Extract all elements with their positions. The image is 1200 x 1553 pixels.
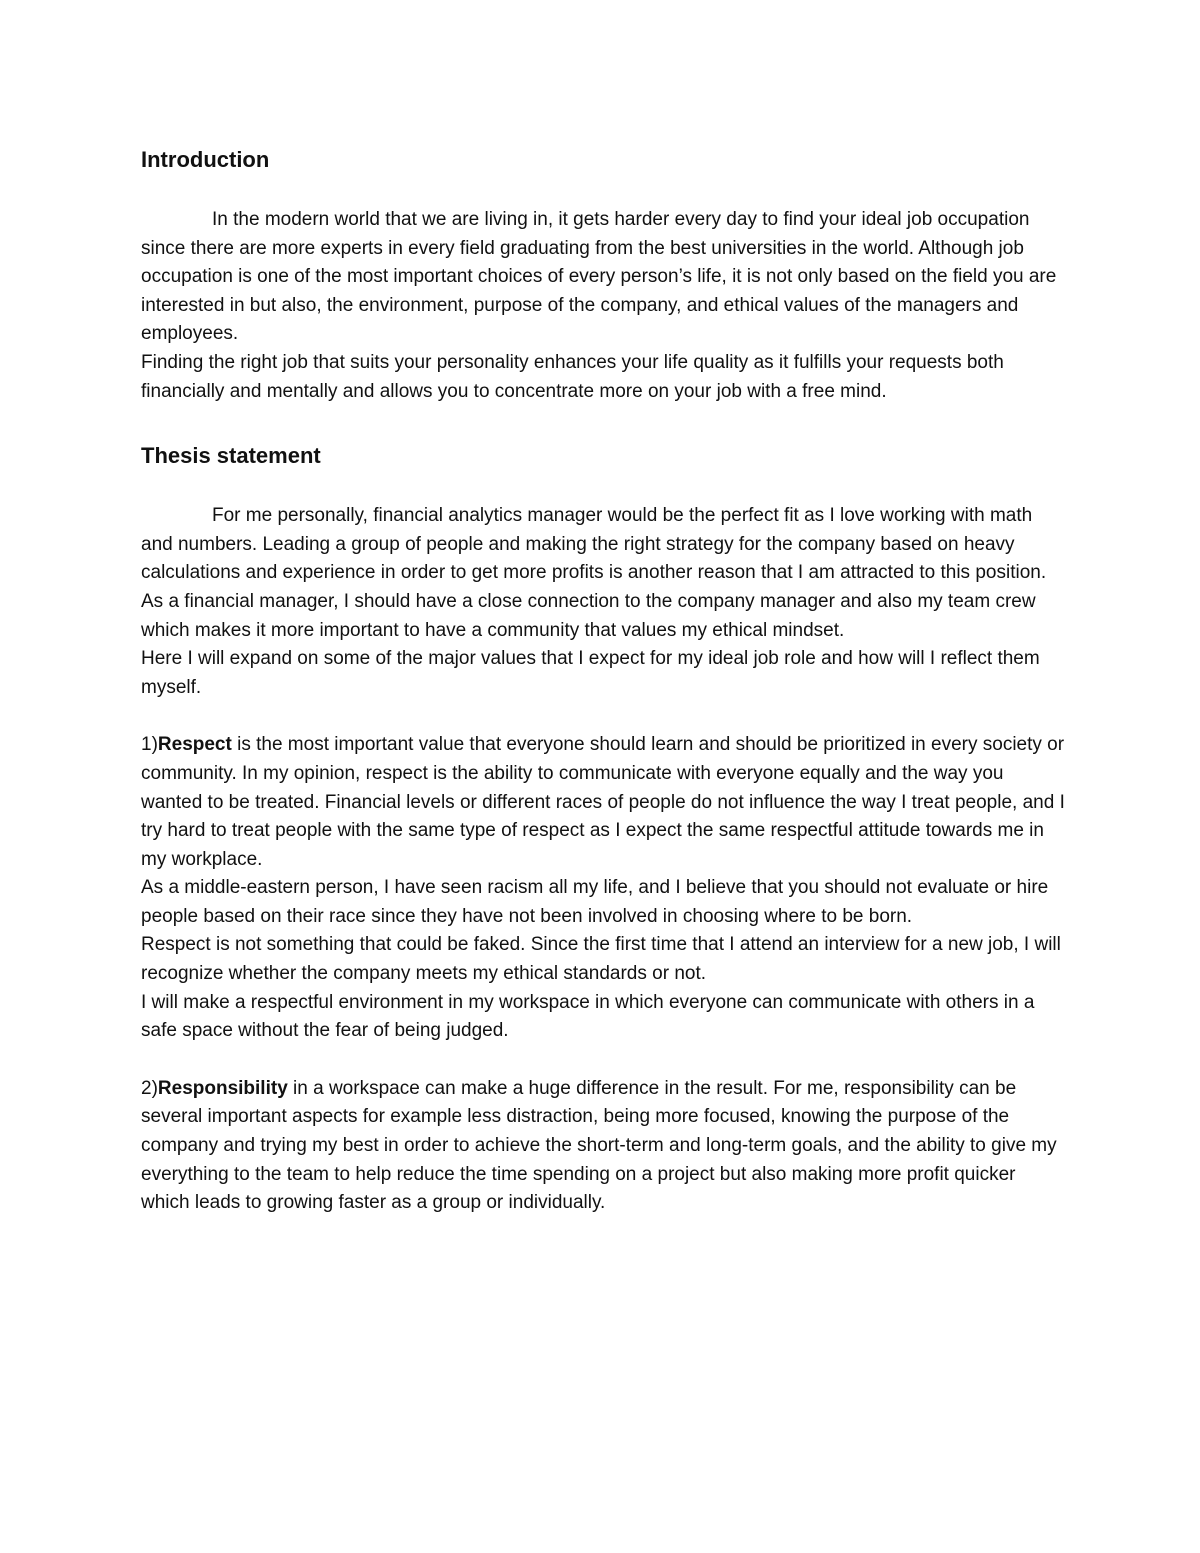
introduction-heading: Introduction xyxy=(141,147,270,172)
responsibility-number: 2) xyxy=(141,1077,158,1099)
respect-number: 1) xyxy=(141,734,158,756)
respect-paragraph: I will make a respectful environment in my workspace in which everyone can communicate with others in a safe space without the fear of being judged. xyxy=(141,991,1035,1042)
thesis-paragraph: For me personally, financial analytics manager would be the perfect fit as I love working with math and numbers. Leading a group of people and making the right strategy for the company based on heavy calculations and experience in order to get more profits is another reason that I am attracted to this position. As a financial manager, I should have a close connection to the company manager and also my team crew which makes it more important to have a community that values my ethical mindset. xyxy=(141,505,1047,641)
document-body xyxy=(141,140,1066,1218)
responsibility-paragraph xyxy=(141,1075,1066,1218)
respect-paragraph xyxy=(141,731,1066,874)
respect-paragraph: As a middle-eastern person, I have seen racism all my life, and I believe that you should not evaluate or hire people based on their race since they have not been involved in choosing where to be born. xyxy=(141,877,1049,927)
introduction-paragraph: Finding the right job that suits your personality enhances your life quality as it fulfills your requests both financially and mentally and allows you to concentrate more on your job with a free mind. xyxy=(141,351,1004,402)
thesis-paragraph: Here I will expand on some of the major values that I expect for my ideal job role and how will I reflect them myself. xyxy=(141,648,1040,698)
respect-term: Respect xyxy=(157,734,232,756)
introduction-paragraph: In the modern world that we are living in, it gets harder every day to find your ideal job occupation since there are more experts in every field graduating from the best universities in the world. Although job occupation is one of the most important choices of every person’s life, it is not only based on the field you are interested in but also, the environment, purpose of the company, and ethical values of the managers and employees. xyxy=(141,209,1057,345)
respect-paragraph: Respect is not something that could be faked. Since the first time that I attend an interview for a new job, I will recognize whether the company meets my ethical standards or not. xyxy=(141,934,1061,985)
thesis-heading: Thesis statement xyxy=(141,443,321,469)
respect-lead-text: is the most important value that everyone should learn and should be prioritized in every society or community. In my opinion, respect is the ability to communicate with everyone equally and the way you wanted to be treated. Financial levels or different races of people do not influence the way I treat people, and I try hard to treat people with the same type of respect as I expect the same respectful attitude towards me in my workplace. xyxy=(141,734,1065,870)
responsibility-lead-text: in a workspace can make a huge difference in the result. For me, responsibility can be several important aspects for example less distraction, being more focused, knowing the purpose of the company and trying my best in order to achieve the short-term and long-term goals, and the ability to give my everything to the team to help reduce the time spending on a project but also making more profit quicker which leads to growing faster as a group or individually. xyxy=(141,1077,1057,1214)
responsibility-term: Responsibility xyxy=(157,1077,288,1099)
